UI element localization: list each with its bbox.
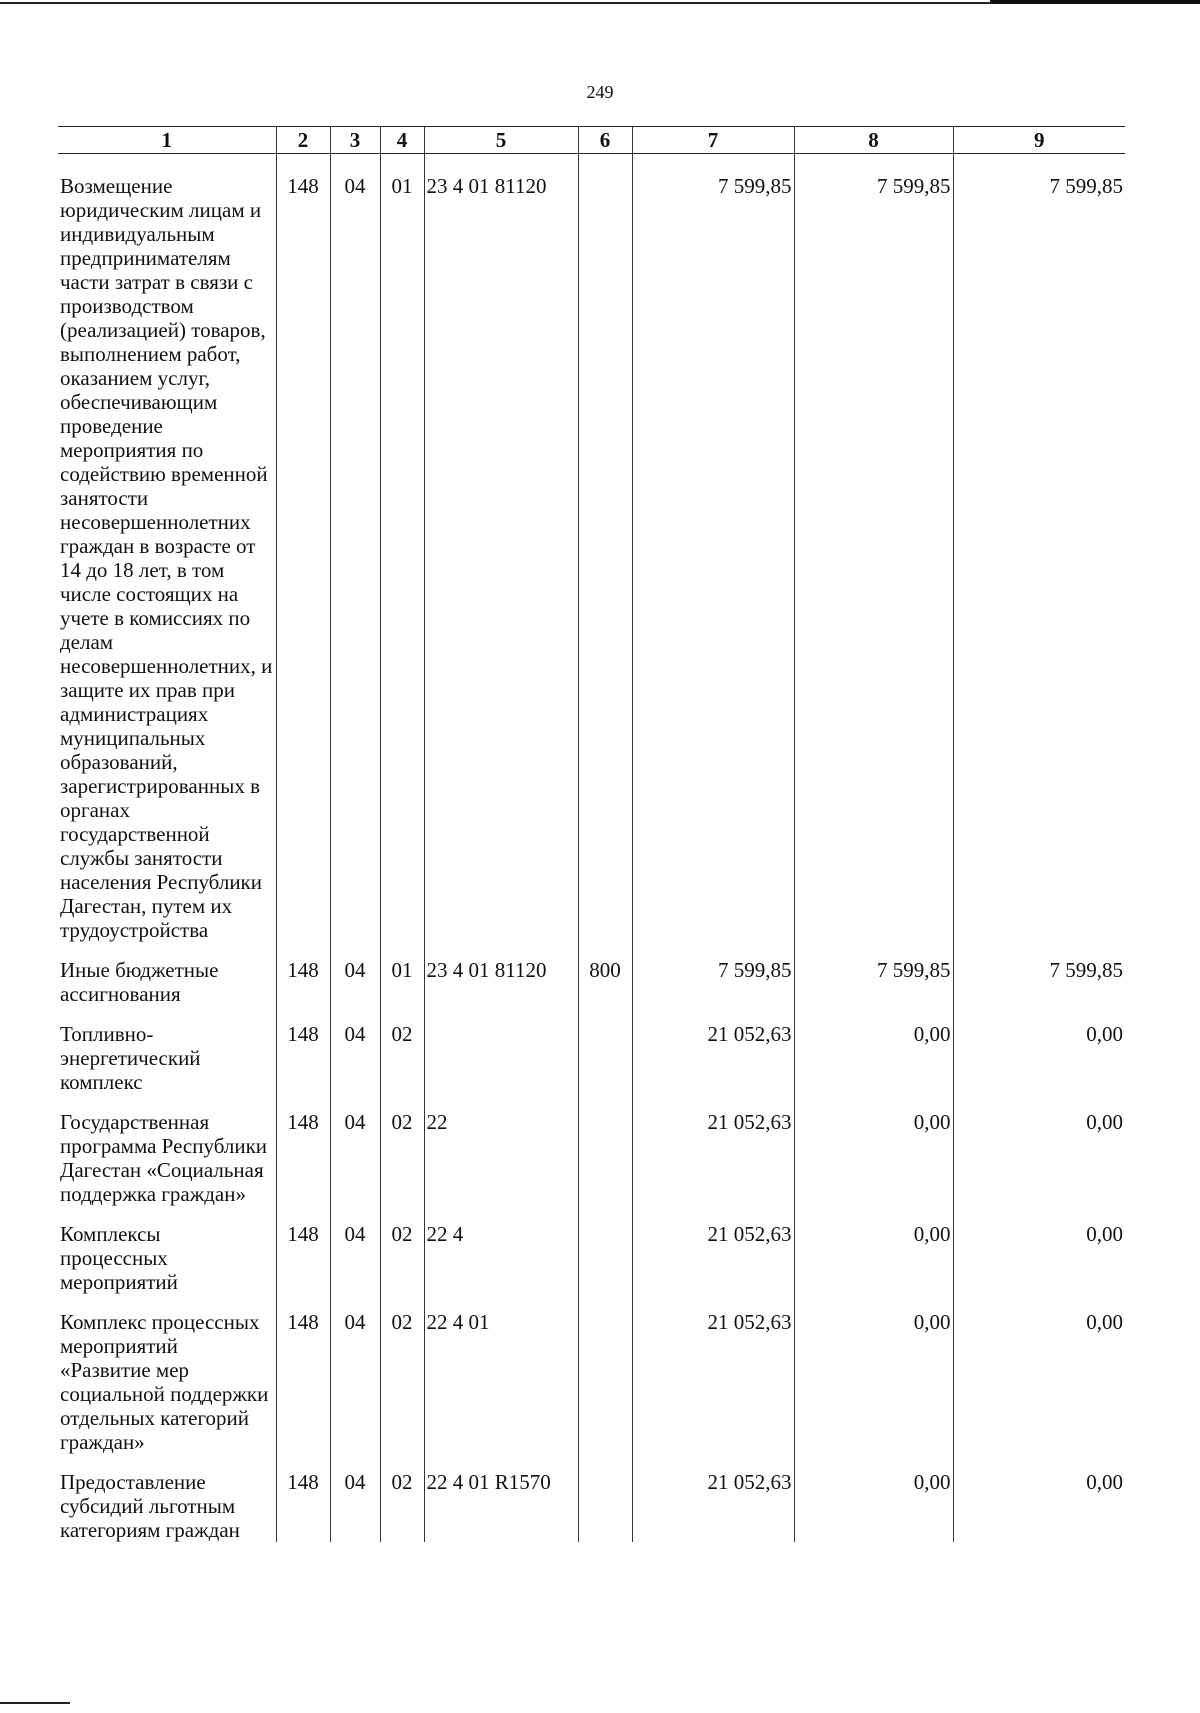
- row-csr: 22 4 01 R1570: [424, 1470, 578, 1542]
- row-pr: 01: [380, 958, 424, 1006]
- row-csr: 23 4 01 81120: [424, 958, 578, 1006]
- row-vr: 800: [578, 958, 632, 1006]
- row-sum-2: 0,00: [794, 1110, 953, 1206]
- row-sum-2: 7 599,85: [794, 958, 953, 1006]
- row-vr: [578, 1022, 632, 1094]
- row-csr: 22 4: [424, 1222, 578, 1294]
- row-ved: 148: [276, 154, 330, 943]
- row-spacer: [58, 1294, 1125, 1310]
- row-name: Топливно-энергетический комплекс: [60, 1022, 201, 1094]
- table-row: [58, 154, 1125, 943]
- row-vr: [578, 1470, 632, 1542]
- row-sum-1: 21 052,63: [632, 1222, 794, 1294]
- row-sum-3: 0,00: [953, 1310, 1125, 1454]
- row-name: Комплексы процессных мероприятий: [60, 1222, 178, 1294]
- row-ved: 148: [276, 958, 330, 1006]
- col-header-1: 1: [58, 127, 276, 154]
- row-sum-3: 0,00: [953, 1110, 1125, 1206]
- row-rz: 04: [330, 1022, 380, 1094]
- row-sum-3: 0,00: [953, 1222, 1125, 1294]
- bottom-rule: [0, 1702, 70, 1704]
- table-row: [58, 1110, 1125, 1206]
- row-sum-1: 21 052,63: [632, 1310, 794, 1454]
- row-sum-1: 7 599,85: [632, 958, 794, 1006]
- row-ved: 148: [276, 1470, 330, 1542]
- row-csr: [424, 1022, 578, 1094]
- row-pr: 02: [380, 1110, 424, 1206]
- row-pr: 02: [380, 1310, 424, 1454]
- row-spacer: [58, 1206, 1125, 1222]
- row-name: Комплекс процессных мероприятий «Развитие мер социальной поддержки отдельных категорий граждан»: [60, 1310, 269, 1454]
- header-row: [58, 127, 1125, 154]
- row-vr: [578, 1110, 632, 1206]
- col-header-4: 4: [380, 127, 424, 154]
- row-name: Государственная программа Республики Дагестан «Социальная поддержка граждан»: [60, 1110, 268, 1206]
- row-vr: [578, 1222, 632, 1294]
- row-name: Возмещение юридическим лицам и индивидуальным предпринимателям части затрат в связи с производством (реализацией) товаров, выполнением работ, оказанием услуг, обеспечивающим проведение мероприятия по содействию временной занятости несовершеннолетних граждан в возрасте от 14 до 18 лет, в том числе состоящих на учете в комиссиях по делам несовершеннолетних, и защите их прав при администрациях муниципальных образований, зарегистрированных в органах государственной службы занятости населения Республики Дагестан, путем их трудоустройства: [60, 174, 273, 942]
- row-name: Иные бюджетные ассигнования: [60, 958, 219, 1006]
- row-name: Предоставление субсидий льготным категориям граждан: [60, 1470, 240, 1542]
- row-sum-2: 0,00: [794, 1470, 953, 1542]
- row-rz: 04: [330, 1470, 380, 1542]
- col-header-6: 6: [578, 127, 632, 154]
- row-csr: 23 4 01 81120: [424, 154, 578, 943]
- row-ved: 148: [276, 1110, 330, 1206]
- row-spacer: [58, 1006, 1125, 1022]
- row-pr: 02: [380, 1470, 424, 1542]
- table-row: [58, 1310, 1125, 1454]
- row-spacer: [58, 942, 1125, 958]
- row-rz: 04: [330, 154, 380, 943]
- row-pr: 02: [380, 1222, 424, 1294]
- col-header-9: 9: [953, 127, 1125, 154]
- row-csr: 22: [424, 1110, 578, 1206]
- row-ved: 148: [276, 1310, 330, 1454]
- top-rule-thick: [990, 0, 1200, 4]
- row-sum-2: 0,00: [794, 1022, 953, 1094]
- table-row: [58, 1022, 1125, 1094]
- row-sum-2: 0,00: [794, 1310, 953, 1454]
- row-ved: 148: [276, 1222, 330, 1294]
- row-vr: [578, 1310, 632, 1454]
- row-pr: 02: [380, 1022, 424, 1094]
- col-header-5: 5: [424, 127, 578, 154]
- row-ved: 148: [276, 1022, 330, 1094]
- col-header-7: 7: [632, 127, 794, 154]
- row-sum-1: 21 052,63: [632, 1110, 794, 1206]
- table-row: [58, 958, 1125, 1006]
- row-sum-3: 7 599,85: [953, 958, 1125, 1006]
- row-sum-2: 0,00: [794, 1222, 953, 1294]
- row-sum-2: 7 599,85: [794, 154, 953, 943]
- table-row: [58, 1222, 1125, 1294]
- col-header-3: 3: [330, 127, 380, 154]
- col-header-8: 8: [794, 127, 953, 154]
- budget-table: [58, 126, 1125, 1542]
- col-header-2: 2: [276, 127, 330, 154]
- row-sum-3: 0,00: [953, 1022, 1125, 1094]
- table-row: [58, 1470, 1125, 1542]
- row-rz: 04: [330, 1310, 380, 1454]
- row-sum-3: 7 599,85: [953, 154, 1125, 943]
- row-csr: 22 4 01: [424, 1310, 578, 1454]
- row-rz: 04: [330, 958, 380, 1006]
- row-rz: 04: [330, 1110, 380, 1206]
- row-sum-1: 21 052,63: [632, 1470, 794, 1542]
- row-rz: 04: [330, 1222, 380, 1294]
- row-spacer: [58, 1094, 1125, 1110]
- row-sum-3: 0,00: [953, 1470, 1125, 1542]
- row-spacer: [58, 1454, 1125, 1470]
- row-sum-1: 7 599,85: [632, 154, 794, 943]
- row-sum-1: 21 052,63: [632, 1022, 794, 1094]
- page-number: 249: [586, 82, 614, 102]
- row-vr: [578, 154, 632, 943]
- row-pr: 01: [380, 154, 424, 943]
